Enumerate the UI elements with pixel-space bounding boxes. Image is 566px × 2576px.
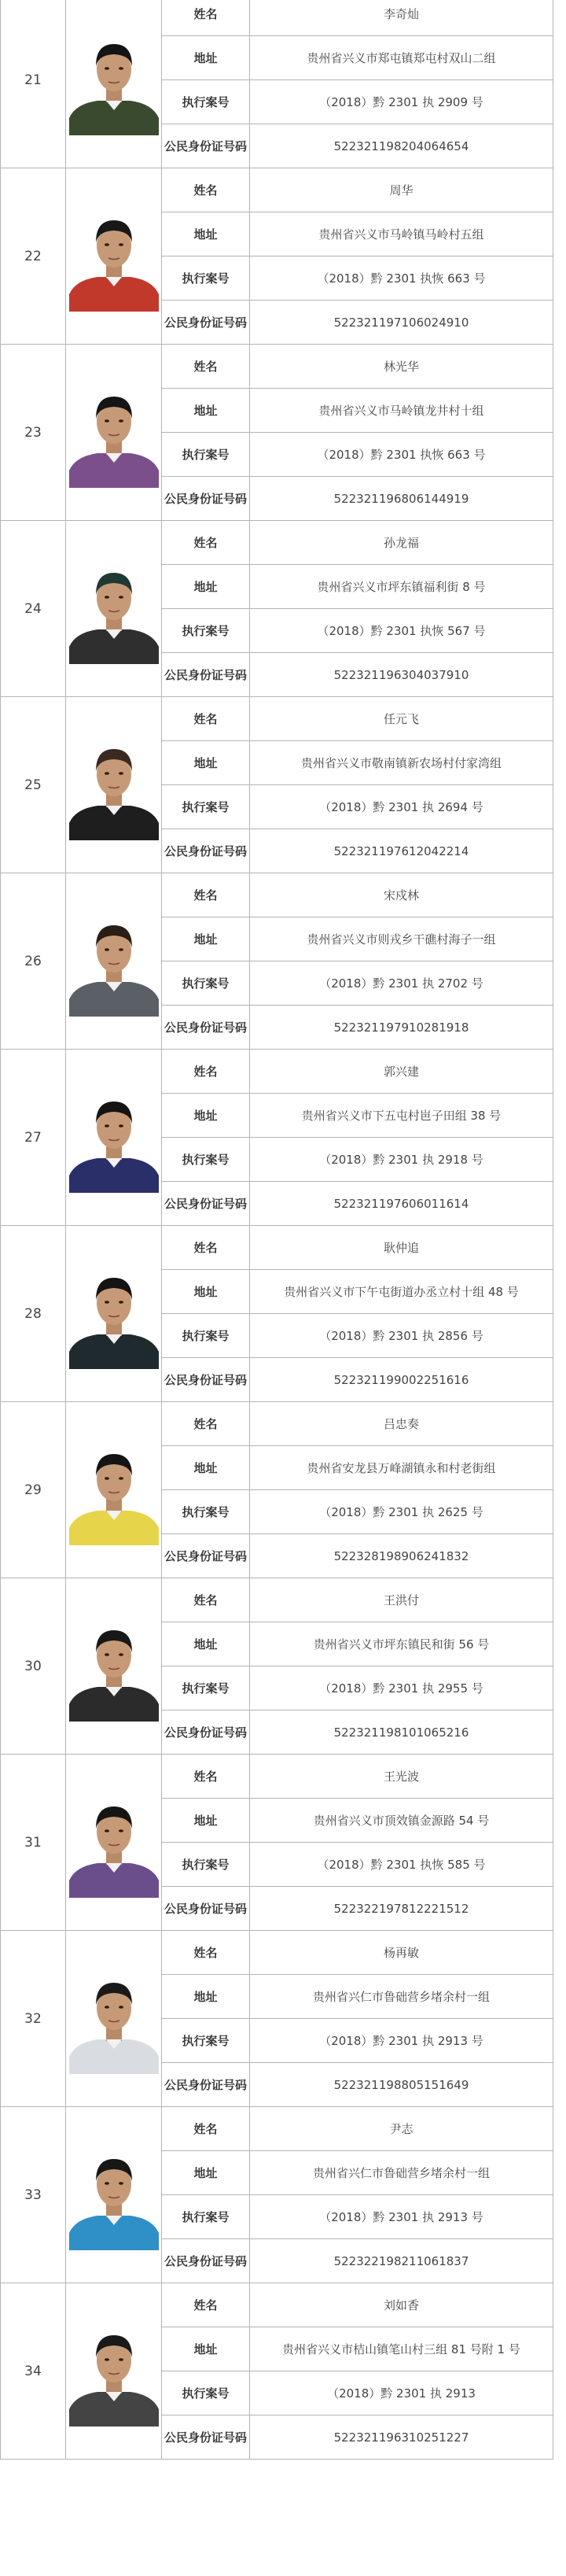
id-number-value: 522321196304037910 bbox=[250, 653, 553, 697]
record-number: 26 bbox=[0, 873, 66, 1050]
portrait-photo bbox=[68, 201, 160, 312]
case-number-label: 执行案号 bbox=[162, 1843, 250, 1887]
name-label: 姓名 bbox=[162, 521, 250, 565]
case-number-label: 执行案号 bbox=[162, 256, 250, 301]
record-row bbox=[0, 1578, 566, 1755]
photo-cell bbox=[66, 0, 162, 168]
id-number-label: 公民身份证号码 bbox=[162, 1711, 250, 1755]
name-value: 李奇灿 bbox=[250, 0, 553, 36]
address-label: 地址 bbox=[162, 1094, 250, 1138]
name-label: 姓名 bbox=[162, 345, 250, 389]
name-value: 孙龙福 bbox=[250, 521, 553, 565]
case-number-value: （2018）黔 2301 执恢 663 号 bbox=[250, 433, 553, 477]
record-row bbox=[0, 1931, 566, 2107]
case-number-value: （2018）黔 2301 执 2918 号 bbox=[250, 1138, 553, 1182]
address-label: 地址 bbox=[162, 212, 250, 256]
address-value: 贵州省兴义市马岭镇龙井村十组 bbox=[250, 389, 553, 433]
portrait-photo bbox=[68, 906, 160, 1017]
id-number-label: 公民身份证号码 bbox=[162, 2415, 250, 2460]
portrait-photo bbox=[68, 554, 160, 664]
address-label: 地址 bbox=[162, 2327, 250, 2371]
record-row bbox=[0, 1226, 566, 1402]
photo-cell bbox=[66, 1755, 162, 1931]
address-label: 地址 bbox=[162, 1446, 250, 1490]
portrait-photo bbox=[68, 730, 160, 840]
case-number-label: 执行案号 bbox=[162, 2019, 250, 2063]
address-value: 贵州省兴义市下午屯街道办丞立村十组 48 号 bbox=[250, 1270, 553, 1314]
record-number: 22 bbox=[0, 168, 66, 345]
record-row bbox=[0, 168, 566, 345]
case-number-label: 执行案号 bbox=[162, 609, 250, 653]
photo-cell bbox=[66, 1226, 162, 1402]
record-number: 29 bbox=[0, 1402, 66, 1578]
portrait-photo bbox=[68, 25, 160, 135]
photo-cell bbox=[66, 345, 162, 521]
record-number: 30 bbox=[0, 1578, 66, 1755]
address-label: 地址 bbox=[162, 2151, 250, 2195]
address-value: 贵州省兴仁市鲁础营乡堵余村一组 bbox=[250, 2151, 553, 2195]
photo-cell bbox=[66, 1931, 162, 2107]
portrait-photo bbox=[68, 378, 160, 488]
id-number-value: 522321198204064654 bbox=[250, 124, 553, 168]
id-number-value: 522321196806144919 bbox=[250, 477, 553, 521]
photo-cell bbox=[66, 2283, 162, 2460]
case-number-label: 执行案号 bbox=[162, 961, 250, 1006]
photo-cell bbox=[66, 2107, 162, 2283]
address-label: 地址 bbox=[162, 1622, 250, 1666]
name-label: 姓名 bbox=[162, 1755, 250, 1799]
address-value: 贵州省兴义市敬南镇新农场村付家湾组 bbox=[250, 741, 553, 785]
name-value: 周华 bbox=[250, 168, 553, 212]
name-label: 姓名 bbox=[162, 697, 250, 741]
case-number-value: （2018）黔 2301 执 2909 号 bbox=[250, 80, 553, 124]
portrait-photo bbox=[68, 1083, 160, 1193]
name-value: 郭兴建 bbox=[250, 1050, 553, 1094]
portrait-photo bbox=[68, 1259, 160, 1369]
name-value: 宋戍林 bbox=[250, 873, 553, 917]
name-value: 王洪付 bbox=[250, 1578, 553, 1622]
id-number-label: 公民身份证号码 bbox=[162, 477, 250, 521]
case-number-label: 执行案号 bbox=[162, 1666, 250, 1711]
photo-cell bbox=[66, 168, 162, 345]
name-value: 王光波 bbox=[250, 1755, 553, 1799]
address-value: 贵州省安龙县万峰湖镇永和村老街组 bbox=[250, 1446, 553, 1490]
id-number-label: 公民身份证号码 bbox=[162, 301, 250, 345]
record-row bbox=[0, 521, 566, 697]
address-label: 地址 bbox=[162, 917, 250, 961]
id-number-value: 522321198805151649 bbox=[250, 2063, 553, 2107]
address-value: 贵州省兴义市坪东镇民和街 56 号 bbox=[250, 1622, 553, 1666]
address-label: 地址 bbox=[162, 1799, 250, 1843]
case-number-label: 执行案号 bbox=[162, 2195, 250, 2239]
record-row bbox=[0, 1050, 566, 1226]
name-label: 姓名 bbox=[162, 0, 250, 36]
name-label: 姓名 bbox=[162, 1226, 250, 1270]
case-number-label: 执行案号 bbox=[162, 80, 250, 124]
id-number-value: 522322197812221512 bbox=[250, 1887, 553, 1931]
case-number-value: （2018）黔 2301 执恢 663 号 bbox=[250, 256, 553, 301]
case-number-value: （2018）黔 2301 执恢 567 号 bbox=[250, 609, 553, 653]
id-number-value: 522321197612042214 bbox=[250, 829, 553, 873]
id-number-label: 公民身份证号码 bbox=[162, 653, 250, 697]
id-number-value: 522321198101065216 bbox=[250, 1711, 553, 1755]
address-value: 贵州省兴义市顶效镇金源路 54 号 bbox=[250, 1799, 553, 1843]
address-label: 地址 bbox=[162, 36, 250, 80]
case-number-value: （2018）黔 2301 执 2625 号 bbox=[250, 1490, 553, 1534]
record-row bbox=[0, 1402, 566, 1578]
name-label: 姓名 bbox=[162, 1578, 250, 1622]
id-number-value: 522328198906241832 bbox=[250, 1534, 553, 1578]
name-label: 姓名 bbox=[162, 1402, 250, 1446]
address-value: 贵州省兴仁市鲁础营乡堵余村一组 bbox=[250, 1975, 553, 2019]
record-number: 21 bbox=[0, 0, 66, 168]
case-number-value: （2018）黔 2301 执 2702 号 bbox=[250, 961, 553, 1006]
portrait-photo bbox=[68, 2316, 160, 2427]
name-label: 姓名 bbox=[162, 2107, 250, 2151]
record-number: 33 bbox=[0, 2107, 66, 2283]
address-label: 地址 bbox=[162, 565, 250, 609]
portrait-photo bbox=[68, 1964, 160, 2074]
record-number: 24 bbox=[0, 521, 66, 697]
id-number-label: 公民身份证号码 bbox=[162, 2239, 250, 2283]
case-number-label: 执行案号 bbox=[162, 2371, 250, 2415]
case-number-label: 执行案号 bbox=[162, 785, 250, 829]
name-value: 杨再敏 bbox=[250, 1931, 553, 1975]
case-number-label: 执行案号 bbox=[162, 433, 250, 477]
name-label: 姓名 bbox=[162, 2283, 250, 2327]
record-row bbox=[0, 345, 566, 521]
case-number-label: 执行案号 bbox=[162, 1138, 250, 1182]
id-number-label: 公民身份证号码 bbox=[162, 829, 250, 873]
photo-cell bbox=[66, 1050, 162, 1226]
case-number-value: （2018）黔 2301 执恢 585 号 bbox=[250, 1843, 553, 1887]
record-number: 25 bbox=[0, 697, 66, 873]
name-label: 姓名 bbox=[162, 168, 250, 212]
address-label: 地址 bbox=[162, 1975, 250, 2019]
id-number-value: 522322198211061837 bbox=[250, 2239, 553, 2283]
id-number-label: 公民身份证号码 bbox=[162, 1006, 250, 1050]
address-label: 地址 bbox=[162, 1270, 250, 1314]
address-label: 地址 bbox=[162, 389, 250, 433]
record-row bbox=[0, 0, 566, 168]
portrait-photo bbox=[68, 1611, 160, 1722]
record-number: 31 bbox=[0, 1755, 66, 1931]
record-row bbox=[0, 873, 566, 1050]
name-label: 姓名 bbox=[162, 873, 250, 917]
name-value: 任元飞 bbox=[250, 697, 553, 741]
record-number: 32 bbox=[0, 1931, 66, 2107]
id-number-label: 公民身份证号码 bbox=[162, 1182, 250, 1226]
id-number-value: 522321199002251616 bbox=[250, 1358, 553, 1402]
case-number-value: （2018）黔 2301 执 2913 bbox=[250, 2371, 553, 2415]
photo-cell bbox=[66, 521, 162, 697]
name-value: 林光华 bbox=[250, 345, 553, 389]
id-number-label: 公民身份证号码 bbox=[162, 1534, 250, 1578]
id-number-label: 公民身份证号码 bbox=[162, 2063, 250, 2107]
id-number-value: 522321196310251227 bbox=[250, 2415, 553, 2460]
photo-cell bbox=[66, 697, 162, 873]
name-value: 刘如香 bbox=[250, 2283, 553, 2327]
name-value: 耿仲追 bbox=[250, 1226, 553, 1270]
address-label: 地址 bbox=[162, 741, 250, 785]
photo-cell bbox=[66, 1578, 162, 1755]
portrait-photo bbox=[68, 1788, 160, 1898]
address-value: 贵州省兴义市桔山镇笔山村三组 81 号附 1 号 bbox=[250, 2327, 553, 2371]
photo-cell bbox=[66, 873, 162, 1050]
name-label: 姓名 bbox=[162, 1050, 250, 1094]
record-row bbox=[0, 2283, 566, 2460]
id-number-label: 公民身份证号码 bbox=[162, 1887, 250, 1931]
address-value: 贵州省兴义市则戎乡干礁村海子一组 bbox=[250, 917, 553, 961]
case-number-value: （2018）黔 2301 执 2913 号 bbox=[250, 2019, 553, 2063]
case-number-label: 执行案号 bbox=[162, 1314, 250, 1358]
photo-cell bbox=[66, 1402, 162, 1578]
record-number: 34 bbox=[0, 2283, 66, 2460]
name-value: 尹志 bbox=[250, 2107, 553, 2151]
record-number: 28 bbox=[0, 1226, 66, 1402]
address-value: 贵州省兴义市坪东镇福利街 8 号 bbox=[250, 565, 553, 609]
address-value: 贵州省兴义市下五屯村岜子田组 38 号 bbox=[250, 1094, 553, 1138]
address-value: 贵州省兴义市马岭镇马岭村五组 bbox=[250, 212, 553, 256]
record-number: 23 bbox=[0, 345, 66, 521]
case-number-value: （2018）黔 2301 执 2856 号 bbox=[250, 1314, 553, 1358]
name-value: 吕忠奏 bbox=[250, 1402, 553, 1446]
case-number-value: （2018）黔 2301 执 2694 号 bbox=[250, 785, 553, 829]
id-number-value: 522321197106024910 bbox=[250, 301, 553, 345]
id-number-label: 公民身份证号码 bbox=[162, 124, 250, 168]
record-row bbox=[0, 2107, 566, 2283]
portrait-photo bbox=[68, 2140, 160, 2250]
record-row bbox=[0, 697, 566, 873]
id-number-value: 522321197910281918 bbox=[250, 1006, 553, 1050]
case-number-label: 执行案号 bbox=[162, 1490, 250, 1534]
portrait-photo bbox=[68, 1435, 160, 1545]
name-label: 姓名 bbox=[162, 1931, 250, 1975]
record-row bbox=[0, 1755, 566, 1931]
case-number-value: （2018）黔 2301 执 2913 号 bbox=[250, 2195, 553, 2239]
id-number-value: 522321197606011614 bbox=[250, 1182, 553, 1226]
address-value: 贵州省兴义市郑屯镇郑屯村双山二组 bbox=[250, 36, 553, 80]
record-number: 27 bbox=[0, 1050, 66, 1226]
id-number-label: 公民身份证号码 bbox=[162, 1358, 250, 1402]
case-number-value: （2018）黔 2301 执 2955 号 bbox=[250, 1666, 553, 1711]
